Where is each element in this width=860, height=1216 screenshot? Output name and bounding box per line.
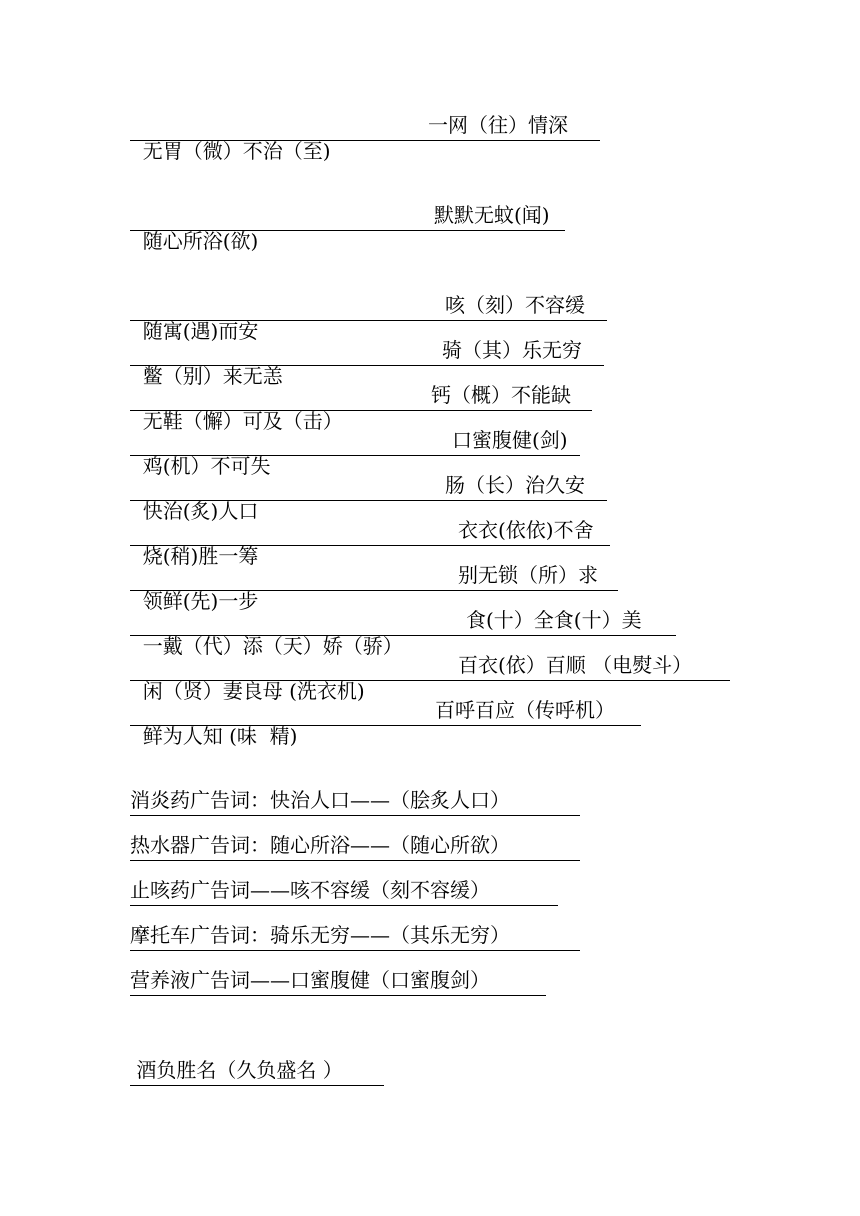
pair-right-text: 肠（长）治久安	[445, 473, 585, 497]
pair-right-text: 百衣(依）百顺 （电熨斗）	[458, 653, 693, 677]
pair-left-text: 一戴（代）添（天）娇（骄）	[142, 634, 403, 658]
pair-left-text: 闲（贤）妻良母 (洗衣机)	[142, 679, 365, 703]
pair-right-text: 口蜜腹健(剑)	[452, 428, 568, 452]
pair-line-10	[130, 607, 676, 658]
ad-line-5: 营养液广告词——口蜜腹健（口蜜腹剑）	[130, 967, 546, 996]
ad-line-1: 消炎药广告词：快治人口——（脍炙人口）	[130, 787, 580, 816]
pair-line-2	[130, 202, 565, 253]
pair-right-text: 默默无蚊(闻)	[434, 203, 550, 227]
pair-right-text: 一网（往）情深	[428, 113, 568, 137]
pair-line-11	[130, 652, 730, 703]
pair-right-text: 百呼百应（传呼机）	[435, 698, 615, 722]
last-line: 酒负胜名（久负盛名 ）	[130, 1057, 384, 1086]
pair-right-text: 食(十）全食(十）美	[466, 608, 642, 632]
pair-right-text: 咳（刻）不容缓	[445, 293, 585, 317]
pair-right-text: 别无锁（所）求	[458, 563, 598, 587]
pair-line-8	[130, 517, 610, 568]
pair-left-text: 无胃（微）不治（至)	[142, 139, 331, 163]
pair-left-text: 无鞋（懈）可及（击）	[142, 409, 343, 433]
pair-left-text: 领鲜(先)一步	[142, 589, 259, 613]
ad-line-4: 摩托车广告词：骑乐无穷——（其乐无穷）	[130, 922, 580, 951]
pair-line-9	[130, 562, 618, 613]
pair-left-text: 鳖（别）来无恙	[142, 364, 283, 388]
pair-right-text: 衣衣(依依)不舍	[458, 518, 594, 542]
pair-line-5	[130, 382, 592, 433]
pair-left-text: 鲜为人知 (味 精)	[142, 724, 298, 748]
pair-left-text: 快治(炙)人口	[142, 499, 259, 523]
pair-line-6	[130, 427, 580, 478]
pair-right-text: 钙（概）不能缺	[431, 383, 571, 407]
pair-line-12	[130, 697, 641, 748]
pair-line-7	[130, 472, 607, 523]
pair-line-3	[130, 292, 607, 343]
pair-left-text: 随寓(遇)而安	[142, 319, 259, 343]
pair-line-4	[130, 337, 604, 388]
pair-line-1	[130, 112, 600, 163]
pair-right-text: 骑（其）乐无穷	[442, 338, 582, 362]
pair-left-text: 烧(稍)胜一筹	[142, 544, 259, 568]
pair-left-text: 随心所浴(欲)	[142, 229, 259, 253]
pair-left-text: 鸡(机）不可失	[142, 454, 271, 478]
ad-line-2: 热水器广告词：随心所浴——（随心所欲）	[130, 832, 580, 861]
ad-line-3: 止咳药广告词——咳不容缓（刻不容缓）	[130, 877, 558, 906]
